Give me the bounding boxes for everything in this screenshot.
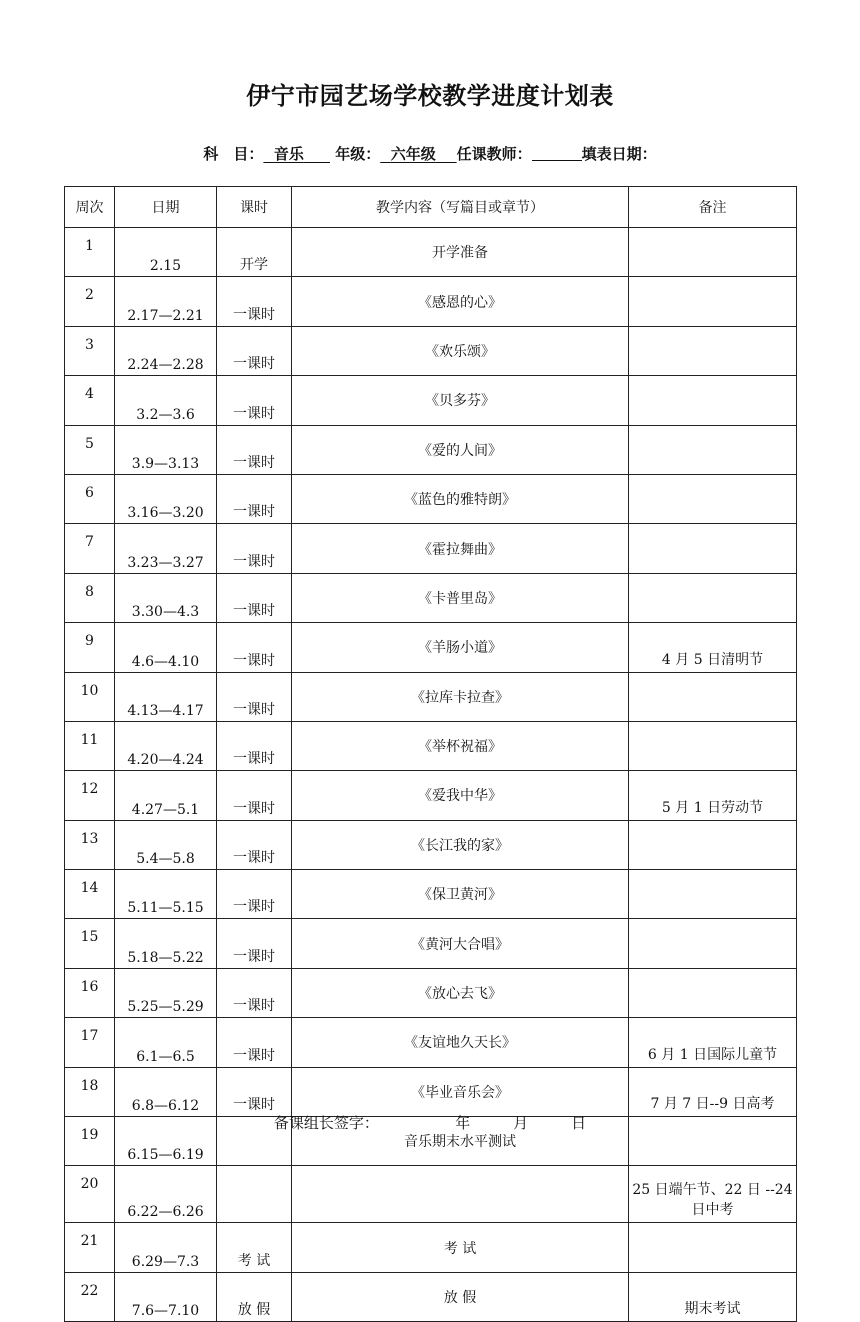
content-cell: 《爱我中华》 (292, 771, 629, 820)
remark-cell (629, 672, 797, 721)
date-cell: 7.6—7.10 (115, 1272, 217, 1321)
table-header-row (65, 187, 797, 228)
schedule-table (64, 186, 797, 1322)
table-row (65, 870, 797, 919)
table-row (65, 919, 797, 968)
remark-cell: 6 月 1 日国际儿童节 (629, 1018, 797, 1067)
date-cell: 6.29—7.3 (115, 1223, 217, 1272)
content-cell: 音乐期末水平测试 (292, 1117, 629, 1166)
header-week: 周次 (65, 187, 115, 228)
content-cell: 《欢乐颂》 (292, 326, 629, 375)
table-row (65, 524, 797, 573)
remark-cell: 25 日端午节、22 日 --24 日中考 (629, 1166, 797, 1223)
header-remark: 备注 (629, 187, 797, 228)
lesson-cell (217, 1166, 292, 1223)
week-cell: 13 (65, 820, 115, 869)
lesson-cell: 一课时 (217, 623, 292, 672)
table-row (65, 1018, 797, 1067)
date-cell: 2.17—2.21 (115, 277, 217, 326)
date-cell: 4.6—4.10 (115, 623, 217, 672)
week-cell: 12 (65, 771, 115, 820)
lesson-cell: 一课时 (217, 771, 292, 820)
lesson-cell: 一课时 (217, 376, 292, 425)
week-cell: 10 (65, 672, 115, 721)
content-cell: 《蓝色的雅特朗》 (292, 474, 629, 523)
signature-footer (0, 1112, 860, 1133)
content-cell: 《卡普里岛》 (292, 573, 629, 622)
table-row (65, 721, 797, 770)
subject-value: 音乐 (273, 145, 304, 163)
table-row (65, 228, 797, 277)
header-content: 教学内容（写篇目或章节） (292, 187, 629, 228)
remark-cell (629, 524, 797, 573)
date-cell: 3.23—3.27 (115, 524, 217, 573)
remark-cell (629, 277, 797, 326)
week-cell: 14 (65, 870, 115, 919)
week-cell: 8 (65, 573, 115, 622)
table-row (65, 425, 797, 474)
table-row (65, 623, 797, 672)
table-row (65, 1166, 797, 1223)
date-label: 填表日期： (581, 145, 657, 163)
content-cell: 《黄河大合唱》 (292, 919, 629, 968)
week-cell: 20 (65, 1166, 115, 1223)
date-cell: 6.1—6.5 (115, 1018, 217, 1067)
content-cell: 《霍拉舞曲》 (292, 524, 629, 573)
content-cell: 考 试 (292, 1223, 629, 1272)
lesson-cell: 一课时 (217, 721, 292, 770)
content-cell: 放 假 (292, 1272, 629, 1321)
remark-cell (629, 820, 797, 869)
remark-cell: 7 月 7 日--9 日高考 (629, 1067, 797, 1116)
lesson-cell: 开学 (217, 228, 292, 277)
week-cell: 21 (65, 1223, 115, 1272)
date-cell: 3.30—4.3 (115, 573, 217, 622)
day-label: 日 (571, 1114, 587, 1132)
remark-cell (629, 1223, 797, 1272)
content-cell: 开学准备 (292, 228, 629, 277)
week-cell: 6 (65, 474, 115, 523)
lesson-cell: 一课时 (217, 474, 292, 523)
signature-label: 备课组长签字： (273, 1114, 379, 1132)
remark-cell: 5 月 1 日劳动节 (629, 771, 797, 820)
date-cell: 2.15 (115, 228, 217, 277)
table-row (65, 277, 797, 326)
teacher-blank (532, 146, 582, 161)
lesson-cell: 一课时 (217, 277, 292, 326)
remark-cell (629, 376, 797, 425)
month-label: 月 (513, 1114, 529, 1132)
content-cell: 《羊肠小道》 (292, 623, 629, 672)
week-cell: 16 (65, 968, 115, 1017)
remark-cell (629, 721, 797, 770)
date-cell: 3.9—3.13 (115, 425, 217, 474)
table-row (65, 474, 797, 523)
remark-cell (629, 228, 797, 277)
year-label: 年 (455, 1114, 471, 1132)
date-cell: 5.4—5.8 (115, 820, 217, 869)
date-cell: 5.25—5.29 (115, 968, 217, 1017)
date-cell: 6.8—6.12 (115, 1067, 217, 1116)
date-cell: 3.2—3.6 (115, 376, 217, 425)
content-cell: 《爱的人间》 (292, 425, 629, 474)
date-cell: 6.22—6.26 (115, 1166, 217, 1223)
table-row (65, 672, 797, 721)
table-row (65, 326, 797, 375)
form-meta-line (0, 143, 860, 164)
week-cell: 15 (65, 919, 115, 968)
lesson-cell: 一课时 (217, 968, 292, 1017)
week-cell: 22 (65, 1272, 115, 1321)
lesson-cell: 放 假 (217, 1272, 292, 1321)
table-row (65, 771, 797, 820)
week-cell: 9 (65, 623, 115, 672)
content-cell: 《保卫黄河》 (292, 870, 629, 919)
date-cell: 4.27—5.1 (115, 771, 217, 820)
table-row (65, 820, 797, 869)
week-cell: 7 (65, 524, 115, 573)
table-row (65, 1067, 797, 1116)
date-cell: 4.13—4.17 (115, 672, 217, 721)
lesson-cell: 一课时 (217, 425, 292, 474)
remark-cell (629, 573, 797, 622)
table-row (65, 1223, 797, 1272)
date-cell: 5.18—5.22 (115, 919, 217, 968)
lesson-cell: 一课时 (217, 919, 292, 968)
content-cell: 《长江我的家》 (292, 820, 629, 869)
remark-cell: 期末考试 (629, 1272, 797, 1321)
page-title: 伊宁市园艺场学校教学进度计划表 (246, 82, 614, 110)
week-cell: 4 (65, 376, 115, 425)
week-cell: 2 (65, 277, 115, 326)
remark-cell (629, 425, 797, 474)
header-lesson: 课时 (217, 187, 292, 228)
date-cell: 2.24—2.28 (115, 326, 217, 375)
grade-value: 六年级 (390, 145, 436, 163)
remark-cell (629, 968, 797, 1017)
remark-cell: 4 月 5 日清明节 (629, 623, 797, 672)
lesson-cell: 一课时 (217, 1067, 292, 1116)
header-date: 日期 (115, 187, 217, 228)
content-cell: 《友谊地久天长》 (292, 1018, 629, 1067)
lesson-cell: 一课时 (217, 820, 292, 869)
date-cell: 5.11—5.15 (115, 870, 217, 919)
content-cell: 《拉库卡拉查》 (292, 672, 629, 721)
content-cell (292, 1166, 629, 1223)
remark-cell (629, 870, 797, 919)
lesson-cell: 一课时 (217, 870, 292, 919)
remark-cell (629, 474, 797, 523)
remark-cell (629, 919, 797, 968)
week-cell: 19 (65, 1117, 115, 1166)
week-cell: 3 (65, 326, 115, 375)
week-cell: 18 (65, 1067, 115, 1116)
week-cell: 17 (65, 1018, 115, 1067)
table-row (65, 968, 797, 1017)
week-cell: 11 (65, 721, 115, 770)
week-cell: 1 (65, 228, 115, 277)
content-cell: 《举杯祝福》 (292, 721, 629, 770)
teacher-label: 任课教师： (456, 145, 532, 163)
date-cell: 3.16—3.20 (115, 474, 217, 523)
lesson-cell: 一课时 (217, 1018, 292, 1067)
content-cell: 《贝多芬》 (292, 376, 629, 425)
lesson-cell: 一课时 (217, 672, 292, 721)
date-cell: 4.20—4.24 (115, 721, 217, 770)
content-cell: 《感恩的心》 (292, 277, 629, 326)
remark-cell (629, 326, 797, 375)
table-row (65, 573, 797, 622)
lesson-cell: 一课时 (217, 326, 292, 375)
grade-label: 年级： (335, 145, 381, 163)
lesson-cell: 一课时 (217, 524, 292, 573)
table-row (65, 1272, 797, 1321)
lesson-cell: 一课时 (217, 573, 292, 622)
table-row (65, 376, 797, 425)
lesson-cell: 考 试 (217, 1223, 292, 1272)
content-cell: 《放心去飞》 (292, 968, 629, 1017)
table-body (65, 228, 797, 1322)
content-cell: 《毕业音乐会》 (292, 1067, 629, 1116)
date-cell: 6.15—6.19 (115, 1117, 217, 1166)
week-cell: 5 (65, 425, 115, 474)
subject-label: 科 目： (203, 145, 264, 163)
